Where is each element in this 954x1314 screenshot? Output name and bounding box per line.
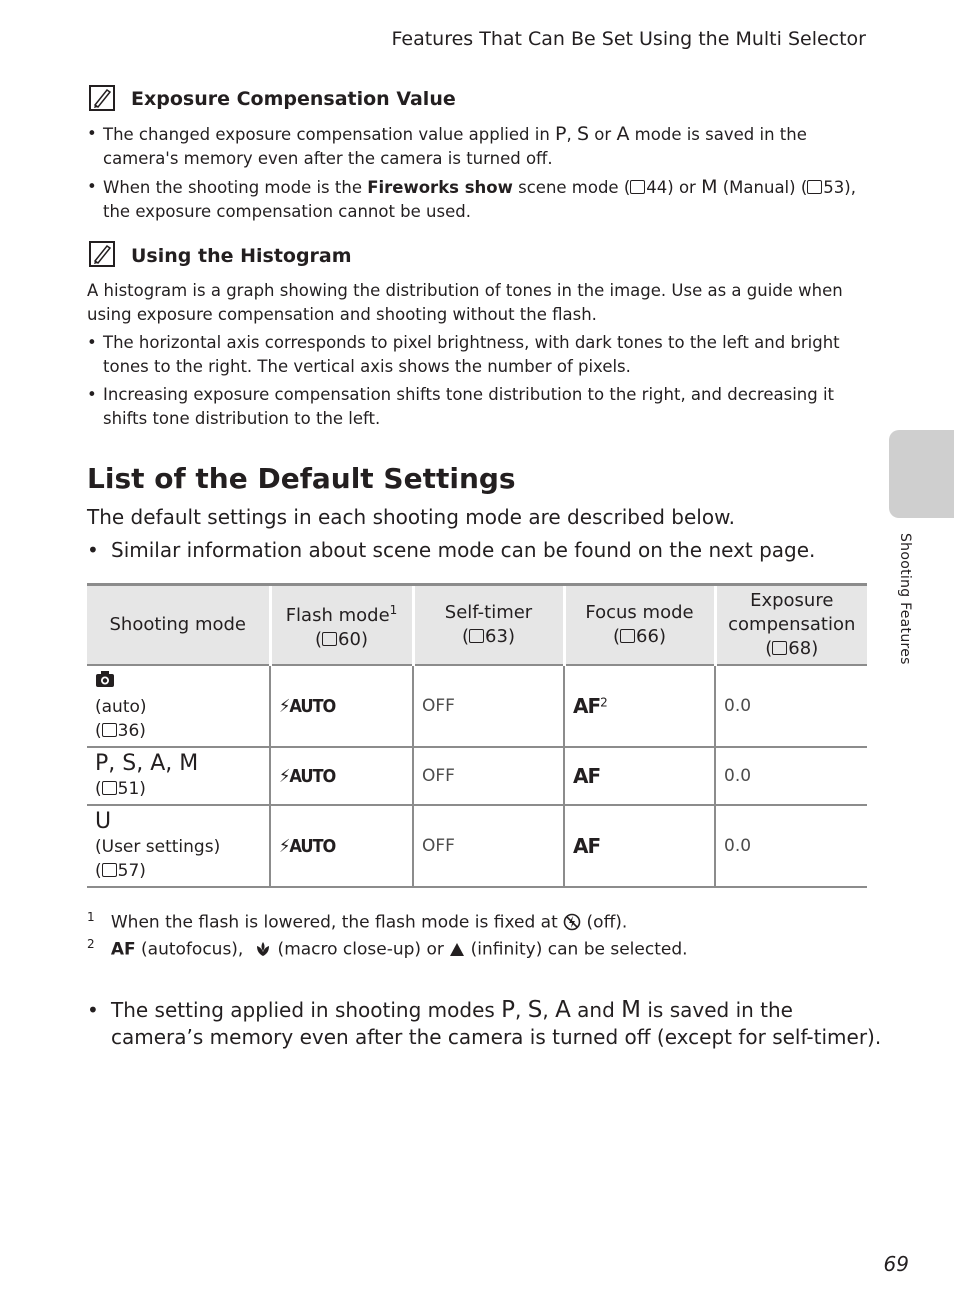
cell-exposure: 0.0 bbox=[715, 805, 867, 887]
list-item: • When the shooting mode is the Fireworks show scene mode ( 44) or M (Manual) ( 53), the exposure compensation cannot be used. bbox=[87, 175, 862, 224]
page-ref-icon bbox=[469, 629, 484, 643]
flash-auto-icon: ⚡AUTO bbox=[279, 695, 336, 717]
page-ref-icon bbox=[620, 629, 635, 643]
section-bullet: • Similar information about scene mode can be found on the next page. bbox=[87, 537, 891, 564]
list-item: • The horizontal axis corresponds to pixel brightness, with dark tones to the left and bright tones to the right. The vertical axis shows the number of pixels. bbox=[87, 331, 867, 379]
flash-auto-icon: ⚡AUTO bbox=[279, 765, 336, 787]
cell-focus: $AF^2$ bbox=[564, 665, 715, 747]
cell-mode: U (User settings) ( 57) bbox=[87, 805, 270, 887]
autofocus-icon: AF bbox=[573, 764, 601, 788]
cell-mode: P, S, A, M ( 51) bbox=[87, 747, 270, 805]
page-number: 69 bbox=[883, 1252, 909, 1276]
autofocus-icon: AF bbox=[573, 694, 601, 718]
cell-mode: (auto) ( 36) bbox=[87, 665, 270, 747]
page-ref-icon bbox=[102, 781, 117, 795]
table-row bbox=[87, 747, 867, 805]
note-title-exposure: Exposure Compensation Value bbox=[131, 88, 456, 110]
note-pencil-icon bbox=[89, 85, 115, 111]
cell-focus bbox=[564, 747, 715, 805]
camera-icon bbox=[95, 673, 115, 693]
section-title: List of the Default Settings bbox=[87, 462, 516, 495]
infinity-mountain-icon bbox=[449, 940, 465, 960]
page-ref-icon bbox=[630, 180, 645, 194]
footnote-2: $^2$ AF (autofocus), (macro close-up) or (infinity) can be selected. bbox=[87, 937, 688, 960]
header-focus-mode: Focus mode ( 66) bbox=[564, 585, 715, 666]
page-ref-icon bbox=[102, 863, 117, 877]
mode-psam-icons: P, S, A, M bbox=[95, 750, 199, 776]
table-header-row bbox=[87, 585, 867, 666]
note-title-histogram: Using the Histogram bbox=[131, 245, 352, 267]
cell-exposure: 0.0 bbox=[715, 665, 867, 747]
cell-flash bbox=[270, 665, 413, 747]
header-shooting-mode: Shooting mode bbox=[87, 585, 270, 666]
table-row bbox=[87, 665, 867, 747]
histogram-notes bbox=[87, 331, 867, 435]
flash-off-icon bbox=[563, 913, 581, 933]
flash-auto-icon: ⚡AUTO bbox=[279, 835, 336, 857]
default-settings-table bbox=[87, 583, 867, 888]
cell-timer: OFF bbox=[413, 747, 564, 805]
side-tab bbox=[889, 430, 954, 518]
mode-u-icon: U bbox=[95, 808, 112, 834]
autofocus-icon: AF bbox=[110, 939, 136, 960]
page-ref-icon bbox=[102, 723, 117, 737]
mode-p-icon: P bbox=[555, 123, 567, 145]
page-ref-icon bbox=[807, 180, 822, 194]
header-flash-mode: Flash mode$^1$ ( 60) bbox=[270, 585, 413, 666]
histogram-intro: A histogram is a graph showing the distribution of tones in the image. Use as a guide when using exposure compensation and shooting without the flash. bbox=[87, 281, 843, 324]
mode-m-icon: M bbox=[701, 176, 718, 198]
mode-a-icon: A bbox=[616, 123, 630, 145]
list-item: • Increasing exposure compensation shifts tone distribution to the right, and decreasing it shifts tone distribution to the left. bbox=[87, 383, 867, 431]
list-item: • The changed exposure compensation value applied in P, S or A mode is saved in the camera's memory even after the camera is turned off. bbox=[87, 122, 862, 171]
cell-focus bbox=[564, 805, 715, 887]
mode-s-icon: S bbox=[577, 123, 590, 145]
exposure-notes bbox=[87, 122, 862, 228]
page-ref-icon bbox=[772, 641, 787, 655]
closing-bullet: • The setting applied in shooting modes P, S, A and M is saved in the camera’s memory even after the camera is turned off (except for self-timer). bbox=[87, 997, 891, 1051]
cell-timer: OFF bbox=[413, 805, 564, 887]
autofocus-icon: AF bbox=[573, 834, 601, 858]
macro-icon bbox=[254, 940, 272, 960]
footnote-1: $^1$ When the flash is lowered, the flash mode is fixed at (off). bbox=[87, 910, 628, 933]
mode-s-icon: S bbox=[527, 997, 543, 1023]
header-exposure: Exposure compensation ( 68) bbox=[715, 585, 867, 666]
section-intro: The default settings in each shooting mode are described below. bbox=[87, 505, 735, 529]
mode-a-icon: A bbox=[555, 997, 571, 1023]
table-row bbox=[87, 805, 867, 887]
mode-p-icon: P bbox=[501, 997, 516, 1023]
mode-m-icon: M bbox=[621, 997, 642, 1023]
cell-flash bbox=[270, 747, 413, 805]
side-tab-label: Shooting Features bbox=[897, 533, 913, 665]
page-ref-icon bbox=[322, 632, 337, 646]
running-header: Features That Can Be Set Using the Multi Selector bbox=[391, 28, 866, 50]
header-self-timer: Self-timer ( 63) bbox=[413, 585, 564, 666]
note-pencil-icon bbox=[89, 241, 115, 267]
cell-flash bbox=[270, 805, 413, 887]
cell-exposure: 0.0 bbox=[715, 747, 867, 805]
cell-timer: OFF bbox=[413, 665, 564, 747]
